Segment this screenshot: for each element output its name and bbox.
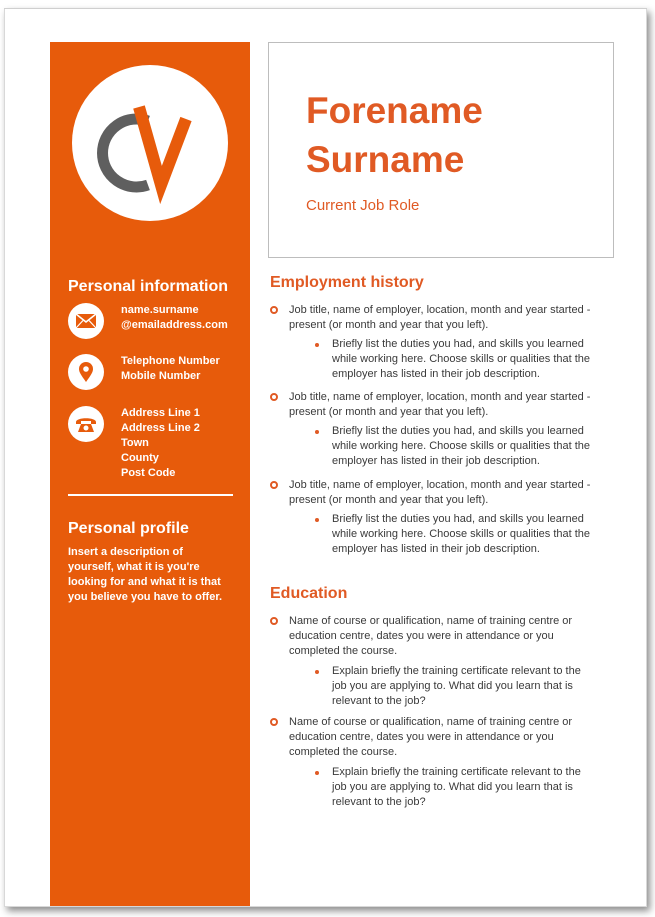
personal-profile-text: Insert a description of yourself, what it is you're looking for and what it is that you believe you have to offer. <box>68 546 223 603</box>
personal-information-heading: Personal information <box>68 278 229 295</box>
address-town: Town <box>121 437 149 449</box>
circle-bullet-icon <box>270 481 278 489</box>
address-county: County <box>121 452 159 464</box>
email-lines <box>121 303 228 333</box>
cv-logo-icon <box>72 65 228 221</box>
current-job-role: Current Job Role <box>306 197 420 214</box>
circle-bullet-icon <box>270 393 278 401</box>
top-rule <box>4 8 647 9</box>
name-header-box <box>268 42 614 258</box>
education-entry-text: Name of course or qualification, name of training centre or education centre, dates you were in attendance or you completed the course. <box>289 615 573 657</box>
telephone-number: Telephone Number <box>121 355 220 367</box>
sidebar-divider <box>68 494 233 496</box>
email-line-1[interactable]: name.surname <box>121 304 199 316</box>
personal-profile-heading: Personal profile <box>68 520 189 537</box>
dot-bullet-icon <box>315 518 319 522</box>
employment-entry-detail: Briefly list the duties you had, and skills you learned while working here. Choose skills or qualities that the employer has listed in their job description. <box>332 338 591 380</box>
employment-entry-detail: Briefly list the duties you had, and skills you learned while working here. Choose skills or qualities that the employer has listed in their job description. <box>332 513 591 555</box>
circle-bullet-icon <box>270 718 278 726</box>
employment-entry-text: Job title, name of employer, location, month and year started - present (or month and year that you left). <box>289 391 591 418</box>
telephone-icon <box>68 406 104 442</box>
address-line-2: Address Line 2 <box>121 422 200 434</box>
education-heading: Education <box>270 585 348 602</box>
employment-history-heading: Employment history <box>270 274 424 291</box>
circle-bullet-icon <box>270 306 278 314</box>
address-post-code: Post Code <box>121 467 176 479</box>
education-entry-detail: Explain briefly the training certificate relevant to the job you are applying to. What did you learn that is relevant to the job? <box>332 665 581 707</box>
education-entry-text: Name of course or qualification, name of training centre or education centre, dates you were in attendance or you completed the course. <box>289 716 573 758</box>
dot-bullet-icon <box>315 670 319 674</box>
employment-entry-text: Job title, name of employer, location, month and year started - present (or month and year that you left). <box>289 479 591 506</box>
employment-entry-detail: Briefly list the duties you had, and skills you learned while working here. Choose skills or qualities that the employer has listed in their job description. <box>332 425 591 467</box>
education-entry-detail: Explain briefly the training certificate relevant to the job you are applying to. What did you learn that is relevant to the job? <box>332 766 581 808</box>
envelope-icon <box>68 303 104 339</box>
surname: Surname <box>306 139 465 180</box>
forename: Forename <box>306 90 483 131</box>
address-lines <box>121 406 200 481</box>
address-line-1: Address Line 1 <box>121 407 200 419</box>
email-line-2[interactable]: @emailaddress.com <box>121 319 228 331</box>
mobile-number: Mobile Number <box>121 370 201 382</box>
phone-lines <box>121 354 220 384</box>
employment-entry-text: Job title, name of employer, location, month and year started - present (or month and year that you left). <box>289 304 591 331</box>
dot-bullet-icon <box>315 771 319 775</box>
dot-bullet-icon <box>315 430 319 434</box>
dot-bullet-icon <box>315 343 319 347</box>
circle-bullet-icon <box>270 617 278 625</box>
location-pin-icon <box>68 354 104 390</box>
sidebar <box>50 42 250 906</box>
